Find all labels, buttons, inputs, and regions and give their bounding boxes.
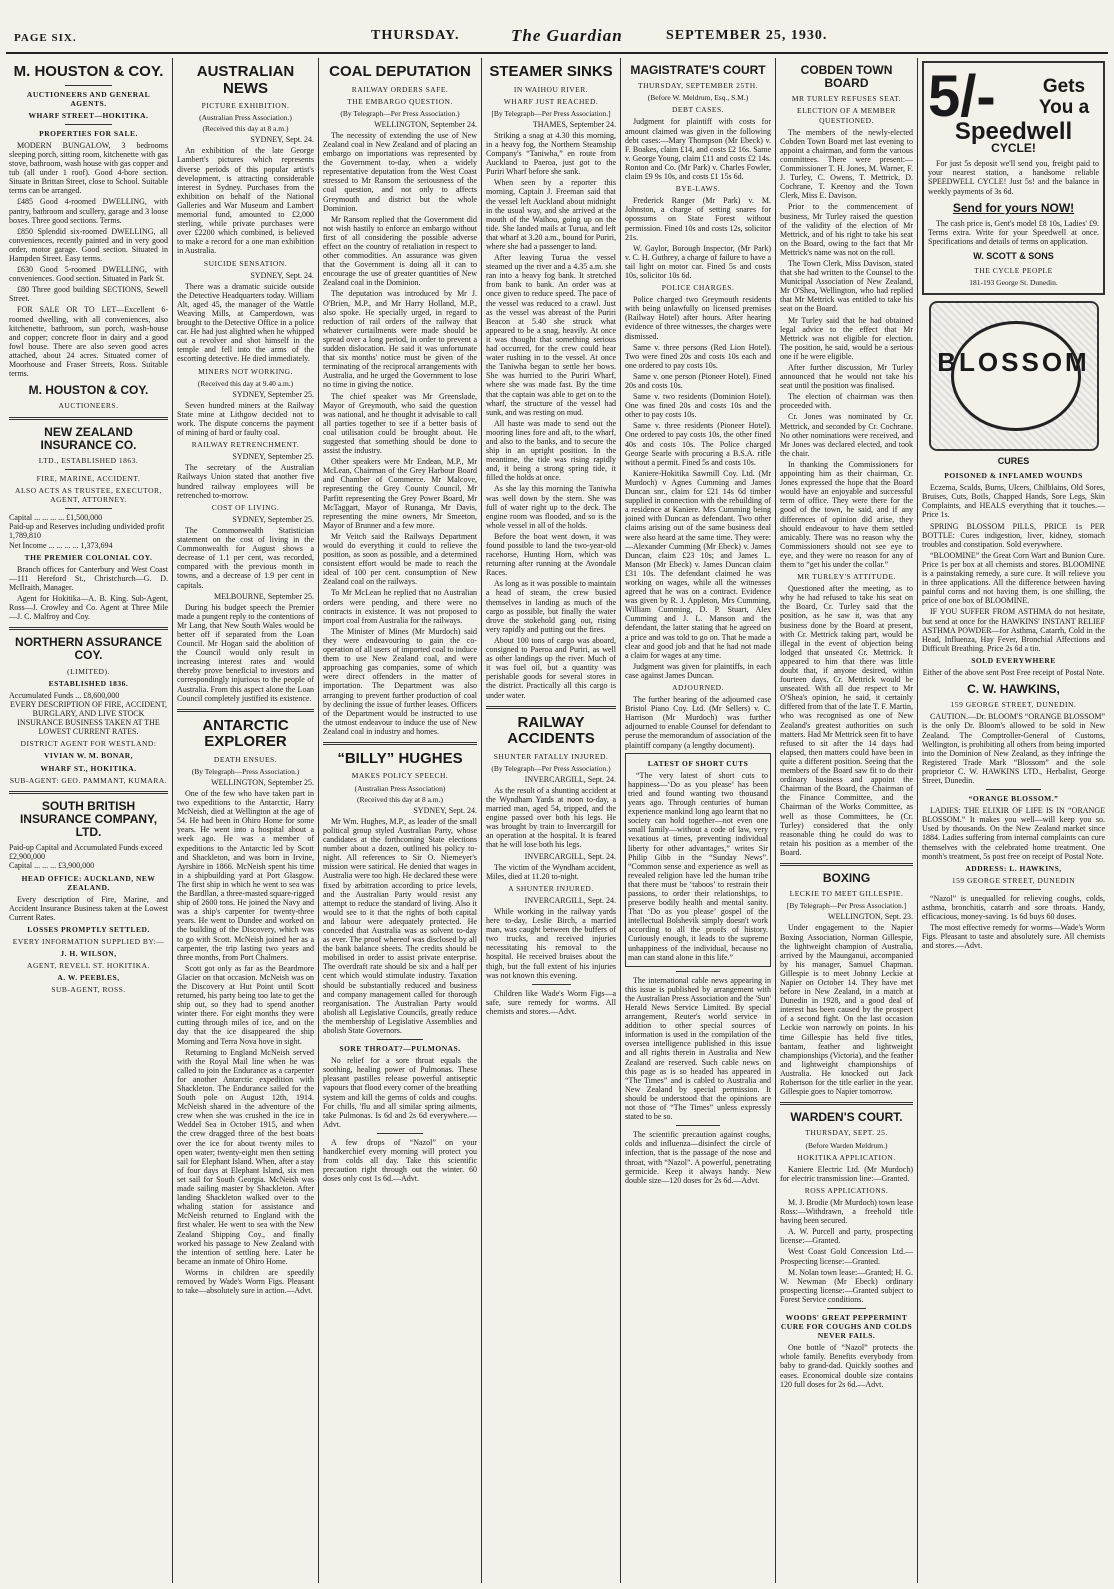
- dateline: THAMES, September 24.: [532, 119, 616, 129]
- rule: [65, 508, 113, 509]
- article-paragraph: West Coast Gold Concession Ltd.—Prospecting license:—Granted.: [780, 1247, 913, 1266]
- advert-heading: “ORANGE BLOSSOM.”: [968, 794, 1059, 804]
- dateline: WELLINGTON, Sept. 23.: [828, 912, 913, 922]
- article-paragraph: Kaniere-Hokitika Sawmill Coy. Ltd. (Mr Murdoch) v Agnes Cumming and James Duncan snr., claim for £21 14s 6d timber supplied in connection with the rebuilding of a residence at Kaniere. Mrs Cumming being joined with Duncan as defendant. Two other claims arising out of the same business deal were also heard at the same time. They were:—Alexander Cumming (Mr Ebeck) v. James Duncan, claim £23 10s; and James L. Manson (Mr Ebeck) v. James Duncan claim £31 10s. The defendant claimed he was working on wages, while all the witnesses agreed that he was on a contract. Evidence was given by R. J. Appleton, Mrs Cumming, William Cumming, D. P. Stuart, Alex Cumming and J. L. Manson and the defendant, the latter stating that he agreed on a price and was told to go on. That he made a clear and good job and that he had not made a claim for wages at any time.: [625, 468, 771, 660]
- article-headline: COBDEN TOWN BOARD: [800, 63, 893, 91]
- column-houston-ads: [6, 58, 171, 1583]
- article-subhead: THURSDAY, SEPTEMBER 25TH.: [637, 81, 759, 91]
- ad-line: DISTRICT AGENT FOR WESTLAND:: [20, 739, 157, 749]
- firm-address: 181-193 George St. Dunedin.: [969, 278, 1058, 288]
- column-adverts: [919, 58, 1108, 1583]
- send-now-text: Send for yours NOW!: [952, 200, 1075, 215]
- advert-text: LADIES: THE ELIXIR OF LIFE IS IN “ORANGE BLOSSOM.” It makes you well—will keep you so. Used by thousands. On the New Zealand market since 1884. Ladies suffering from internal complaints can cure themselves with the celebrated home treatment. One month's treatment, 5s post free on receipt of Postal Note.: [922, 806, 1105, 861]
- ad-line: HEAD OFFICE: AUCKLAND, NEW ZEALAND.: [21, 873, 156, 892]
- dateline: MELBOURNE, September 25.: [214, 591, 314, 601]
- article-credit: (Before Warden Meldrum.): [805, 1140, 888, 1150]
- article-received: (Received this day at 8 a.m.): [202, 124, 289, 134]
- dateline: INVERCARGILL, Sept. 24.: [524, 774, 616, 784]
- ad-signature: M. HOUSTON & COY.: [28, 383, 149, 398]
- article-paragraph: All haste was made to send out the mooring lines fore and aft, to the wharf, and also to the banks, and to secure the ship in an upright position. In the meantime, the tide was rising rapidly and, it being a strong spring tide, it filled the holds at once.: [486, 418, 616, 483]
- article-subhead: IN WAIHOU RIVER.: [513, 84, 589, 94]
- column-coal-deputation: [320, 58, 480, 1583]
- article-credit: (By Telegraph—Press Association.): [191, 766, 300, 776]
- advert-heading: POISONED & INFLAMED WOUNDS: [944, 471, 1083, 481]
- dateline: WELLINGTON, September 24.: [374, 119, 477, 129]
- article-paragraph: The members of the newly-elected Cobden Town Board met last evening to appoint a chairman, and form the various committees. There were present:—Commissioner T. H. Jones, M. Warner, F. J. Turley, C. Owens, T. Mettrick, D. Cochrane, T. Keenoy and the Town Clerk, Miss E. Davison.: [780, 127, 913, 201]
- article-paragraph: In thanking the Commissioners for appointing him as their chairman, Cr. Jones expressed the hope that the Board would have an enjoyable and successful term of office. They were there for the good of the town, he said, and if any differences of opinion did arise, they should endeavour to have them settled amicably. There was no reason why the Commissioners should not see eye to eye, and they were no reason for any of them to “get his under the collar.”: [780, 459, 913, 569]
- advert-text: IF YOU SUFFER FROM ASTHMA do not hesitate, but send at once for the HAWKINS' INSTANT RELIEF ASTHMA POWDER—for Asthma, Catarrh, Cold in the Head, Influenza, Hay Fever, Bronchial Affections and Difficult Breathing. Price 2s 6d a tin.: [922, 607, 1105, 653]
- article-paragraph: The secretary of the Australian Railways Union stated that another five hundred railway employees will be retrenched to-morrow.: [177, 463, 314, 500]
- blossom-trademark-seal: [929, 301, 1099, 451]
- ad-subtitle: (LIMITED).: [67, 666, 110, 676]
- rule: [377, 1133, 423, 1134]
- rule: [9, 791, 168, 794]
- article-subhead: RAILWAY RETRENCHMENT.: [191, 440, 300, 450]
- ad-line: WHARF ST., HOKITIKA.: [40, 763, 137, 773]
- article-paragraph: The victim of the Wyndham accident, Miles, died at 11.20 to-night.: [486, 862, 616, 881]
- firm-name: C. W. HAWKINS,: [967, 682, 1060, 697]
- rule: [65, 124, 113, 125]
- advert-heading: SOLD EVERYWHERE: [971, 655, 1056, 665]
- article-credit: (By Telegraph—Per Press Association.): [491, 763, 611, 773]
- ad-title: NEW ZEALAND INSURANCE CO.: [40, 424, 137, 452]
- article-paragraph: Same v. two residents (Dominion Hotel). One was fined 20s and costs 10s and the other to pay costs 10s.: [625, 392, 771, 420]
- notice-paragraph: The international cable news appearing in this issue is published by arrangement with the Australian Press Association and the 'Sun' Herald News Service Limited. By special arrangement, Reuter's world service in addition to other special sources of information is used in the compilation of the oversea intelligence published in this issue and all rights therein in Australia and New Zealand are reserved. Such cable news on this page as is so headed has appeared in “The Times” and is cabled to Australia and New Zealand by special permission. It should be understood that the opinions are not those of “The Times” unless expressly stated to be so.: [625, 975, 771, 1122]
- article-credit: (Australian Press Association.): [199, 113, 292, 123]
- ad-line: LOSSES PROMPTLY SETTLED.: [27, 925, 150, 934]
- article-paragraph: Seven hundred miners at the Railway State mine at Lithgow decided not to work. The dispute concerns the payment of mining of hard or faulty coal.: [177, 400, 314, 438]
- article-paragraph: Questioned after the meeting, as to why he had refused to take his seat on the Board, Cr. Turley said that the position, as he saw it, was that any business done by the Board at present, with Cr. Mettrick taking part, would be illegal in the event of objection being lodged that unseated Cr. Mettrick. It appeared to him that there was little doubt that, if anyone desired, within fourteen days, Cr. Mettrick would be unseated. With all due respect to Mr O'Shea's opinion, he said, it certainly differed from that of the late T. F. Martin, who was recognised as one of New Zealand's greatest authorities on such matters. Had Mr Mettrick seen fit to have refused to sit after the 14 days had elapsed, then matters could have been in quite a different position. Seeing that the members of the Board saw fit to do their ordinary business and appoint the Chairman of the Board, the Chairman of the Finance Committee, and the Chairman of the Works Committee, as well as those Committees, he (Cr. Turley) considered that the only reasonable thing he could do was to retain his position as a member of the Board.: [780, 584, 913, 857]
- advert-heading: CURES: [997, 456, 1030, 467]
- article-paragraph: M. J. Brodie (Mr Murdoch) town lease Ross:—Withdrawn, a freehold title having been secured.: [780, 1197, 913, 1226]
- article-paragraph: Prior to the commencement of business, Mr Turley raised the question of the validity of the election of Mr Mettrick, and of his right to take his seat on the Board, owing to the fact that Mr Mettrick's name was not on the roll.: [780, 202, 913, 257]
- article-paragraph: W. Gaylor, Borough Inspector, (Mr Park) v. C. H. Guthrey, a charge of failure to have a tail light on motor car. Fined 5s and costs 10s, solicitor 10s 6d.: [625, 243, 771, 280]
- ad-line: ALSO ACTS AS TRUSTEE, EXECUTOR, AGENT, ATTORNEY.: [15, 486, 162, 505]
- article-paragraph: A. W. Purcell and party, prospecting license:—Granted.: [780, 1227, 913, 1246]
- article-paragraph: While working in the railway yards here to-day, Leslie Birch, a married man, was caught between the buffers of two trucks, and received injuries necessitating his removal to the hospital. He received bruises about the thigh, but the full extent of his injuries was not known this evening.: [486, 907, 616, 980]
- seal-word: BLOSSOM: [937, 347, 1090, 378]
- advert-text: “BLOOMINE” the Great Corn Wart and Bunion Cure. Price 1s per box at all chemists and stores. BLOOMINE is a painstaking remedy, a sure cure. It will relieve you in three applications. All the difference between having painful corns and not having them, is one shilling, the price of one box of BLOOMINE.: [922, 550, 1105, 606]
- article-paragraph: Mr Wm. Hughes, M.P., as leader of the small political group styled Australian Party, whose candidates at the forthcoming State elections number about a dozen, outlined his policy to-night. All references to Sir O. Niemeyer's mission were satirical. He denied that wages in Australia were too high. He declared these were fixed by arbitration according to price levels, and the Australian Party would resist any attempt to reduce the standard of living. Also it would see to it that the rights of both capital and labour were adequately protected. He conceded that Australia was as solvent to-day as ever. The proof whereof was disclosed by all the bank balance sheets. The credits should be mobilised in order to assist private enterprise. The overdraft rate should be six and a half per cent which would stimulate industry. Taxation should be substantially reduced and business and company management called for thorough reorganisation. The Australian Party would abolish all Legislative Councils, greatly reduce the membership of Legislative Assemblies and abolish State Governors.: [323, 816, 477, 1035]
- ad-line: AGENT, REVELL ST. HOKITIKA.: [27, 961, 150, 971]
- property-listing: £80 Three good building SECTIONS, Sewell Street.: [9, 285, 168, 304]
- article-credit: (By Telegraph—Per Press Association.): [340, 108, 460, 118]
- article-paragraph: Striking a snag at 4.30 this morning, in a heavy fog, the Northern Steamship Company's “Taniwha,” en route from Auckland to Paeroa, just got to the Puriri Wharf before she sank.: [486, 130, 616, 177]
- article-paragraph: After leaving Turua the vessel steamed up the river and a 4.35 a.m. she ran into a heavy fog bank. It stretched from bank to bank. An order was at once given to reduce speed. The pace of the vessel was reduced to a crawl. Just as the vessel was abreast of the Puriri Beacon at 5.40 she struck what appeared to be a snag, heavily. At once it was thought that something serious had occurred, for the crew could hear water rushing in to the vessel. At once the Taniwha began to settle her bows. She was hurried to the Puriri Wharf, where she was made fast. By the time that the captain was able to get on to the wharf, the structure of the vessel had sunk, and was resting on mud.: [486, 253, 616, 417]
- article-paragraph: Same v. three persons (Red Lion Hotel). Two were fined 20s and costs 10s each and one ordered to pay costs 10s.: [625, 342, 771, 370]
- article-subhead: SUICIDE SENSATION.: [203, 258, 288, 268]
- dateline: SYDNEY, Sept. 24.: [250, 135, 314, 145]
- article-subhead: ELECTION OF A MEMBER QUESTIONED.: [797, 106, 896, 125]
- ad-address: WHARF STREET—HOKITIKA.: [28, 110, 149, 120]
- article-headline: WARDEN'S COURT.: [790, 1110, 903, 1125]
- property-listing: MODERN BUNGALOW, 3 bedrooms sleeping porch, sitting room, kitchenette with gas stove, bathroom, wash house with gas copper and tub (all under 1 roof). Good 4-bore section. Situate in Brittan Street, close to School. Suitable terms can be arranged.: [9, 140, 168, 196]
- rule: [676, 1125, 720, 1126]
- article-paragraph: Under engagement to the Napier Boxing Association, Norman Gillespie, the lightweight champion of Australia, arrived by the Maunganui, accompanied by his manager, Samuel Chapman. Gillespie is to meet Johnny Leckie at Napier on October 14. They have met before in New Zealand, in a match at Dunedin in 1928, and a good deal of interest has been caused by the prospect of a second fight. On the last occasion Leckie won narrowly on points. In his time Gillespie has held five titles, bantam, feather and lightweight championships (Victoria), and the feather and lightweight championships of Australia. He knocked out Jack Robertson for the title earlier in the year. Gillespie goes to Napier tomorrow.: [780, 923, 913, 1097]
- ad-line: VIVIAN W. M. BONAR,: [43, 751, 134, 761]
- advert-text: Worms in children are speedily removed by Wade's Worm Figs. Pleasant to take—absolutely sure in action.—Advt.: [177, 1267, 314, 1296]
- advert-text: “Nazol” is unequalled for relieving coughs, colds, asthma, bronchitis, catarrh and sore throats. Handy, efficacious, money-saving. 1s 6d buys 60 doses.: [922, 893, 1105, 922]
- article-paragraph: About 100 tons of cargo was aboard, consigned to Paeroa and Puriri, as well as other landings up the river. Much of it was fuel oil, but a quantity was perishable goods for several stores in the district. Practically all this cargo is under water.: [486, 635, 616, 700]
- article-paragraph: During his budget speech the Premier made a pungent reply to the contentions of Mr Lang, that New South Wales would be better off if separated from the Loan Council. Mr Hogan said the abolition of the Council would only result in increasing interest rates and would thereby prove beneficial to investors and correspondingly injurious to the people of Australia. From this aspect alone the Loan Council completely justified its existence.: [177, 602, 314, 703]
- ad-line: Paid-up and Reserves including undivided profit 1,789,810: [9, 522, 165, 541]
- ad-body: Branch offices for Canterbury and West Coast—111 Hereford St., Christchurch—G. D. McIlraith, Manager.: [9, 564, 168, 592]
- advert-text: The cash price is, Gent's model £8 10s, Ladies' £9. Terms extra. Write for your Speedwell at once. Specifications and details of terms on application.: [928, 218, 1099, 247]
- article-credit: [By Telegraph—Per Press Association.]: [491, 108, 611, 118]
- article-credit: (Before W. Meldrum, Esq., S.M.): [647, 93, 749, 103]
- ad-line: FIRE, MARINE, ACCIDENT.: [36, 473, 141, 483]
- article-paragraph: Returning to England McNeish served with the Royal Mail line when he was called to join the Endurance as a carpenter for another Antarctic expedition with Shackleton. The Endurance sailed for the South pole on August 12th, 1914. McNeish shared in the adventure of the crew when she was crushed in the ice in Weddel Sea in October 1915, and when the crew dragged three of the best boats over the ice for about twenty miles to open water; twenty-eight men then setting sail for Elephant Island. When, after a stay of four days at Elephant Island, six men set sail for South Georgia. McNeish was made sailing master by Shackleton. After landing Shackleton walked over to the whaling station for assistance and McNeish returned to England with the first whaler. He went to sea with the New Zealand Shipping Coy., and finally worked his passage to New Zealand with the intention of settling here. Later he became an inmate of Ohiro Home.: [177, 1047, 314, 1266]
- article-subhead: THURSDAY, SEPT. 25.: [805, 1128, 888, 1138]
- rule: [827, 1308, 867, 1309]
- firm-name: W. SCOTT & SONS: [973, 251, 1054, 262]
- article-paragraph: “The very latest of short cuts to happiness—‘Do as you please’ has been tried and found wanting two thousand years ago. Through centuries of human experience mankind long ago learnt that no society can hold together—not even one small family—without a code of law, very vexatious at times, preventing individual liberty for other advantages,” writes Sir Philip Gibb in the “Sunday News”. “Common sense and experience as well as revealed religion have led the human tribe that there must be ‘taboos’ to restrain their passions, to order their relationships, to preserve bodily health and mental sanity. That ‘Do as you please’ gospel of the intellectual Bolshevik simply doesn't work according to all the proofs of history. Curiously enough, it leads to the supreme unhappiness of the individual, because no man can stand alone in this life.”: [628, 770, 768, 962]
- article-paragraph: Frederick Ranger (Mr Park) v. M. Johnston, a charge of setting snares for opossums on State Forest without permission. Fined 10s and costs 12s, solicitor 21s.: [625, 196, 771, 242]
- article-paragraph: Cr. Jones was nominated by Cr. Mettrick, and seconded by Cr. Cochrane. No other nominations were received, and Mr Jones was declared elected, and took the chair.: [780, 412, 913, 458]
- article-subhead: A SHUNTER INJURED.: [508, 883, 594, 893]
- ad-subtitle: LTD., ESTABLISHED 1863.: [38, 455, 139, 465]
- firm-address: 159 GEORGE STREET, DUNEDIN.: [950, 700, 1077, 710]
- article-paragraph: The necessity of extending the use of New Zealand coal in New Zealand and of placing an embargo on importations was represented by the Government to-day, when a widely representative deputation from the West Coast stressed to Mr Ransom the seriousness of the coal question, and not only to affects Greymouth and district but the whole Dominion.: [323, 130, 477, 213]
- article-subhead: RAILWAY ORDERS SAFE.: [351, 84, 449, 94]
- column-steamer-sinks: [483, 58, 619, 1583]
- article-headline: COAL DEPUTATION: [329, 63, 471, 80]
- advert-text: The scientific precaution against coughs, colds and influenza—disinfect the circle of infection, that is the passage of the nose and throat, with “Nazol”. A powerful, penetrating germicide. Keep it always handy. New double size—120 doses for 2s 6d.—Advt.: [625, 1130, 771, 1185]
- ad-subtitle: AUCTIONEERS AND GENERAL AGENTS.: [26, 89, 151, 108]
- property-listing: £850 Splendid six-roomed DWELLING, all conveniences, recently painted and in very good order, motor garage. Good section. Situated in Hampden Street. Easy terms.: [9, 226, 168, 263]
- article-received: (Received this day at 8 a.m.): [356, 794, 443, 804]
- ad-line: J. H. WILSON,: [60, 949, 117, 959]
- article-credit: [By Telegraph—Per Press Association.]: [786, 901, 907, 911]
- article-paragraph: Same v. one person (Pioneer Hotel). Fined 20s and costs 10s.: [625, 371, 771, 390]
- article-headline: BOXING: [822, 870, 871, 885]
- advert-text: Eczema, Scalds, Burns, Ulcers, Chilblains, Old Sores, Bruises, Cuts, Boils, Chapped Hands, Sore Legs, Skin Complaints, and HEALS everything that it touches.—Price 1s.: [922, 483, 1105, 520]
- article-paragraph: After further discussion, Mr Turley announced that he would not take his seat until the position was finalised.: [780, 363, 913, 391]
- article-paragraph: The Minister of Mines (Mr Murdoch) said they were endeavouring to gain the co-operation of all users of imported coal to induce them to use New Zealand coal, and were approaching gas companies, some of which were direct offenders in the matter of importation. The Department was also arranging to prevent further production of coal by declining the issue of further leases. Officers of the Department would be instructed to use the utmost endeavour to induce the use of New Zealand coal in industry and homes.: [323, 626, 477, 736]
- ad-line: Accumulated Funds ... £8,600,000: [9, 690, 120, 700]
- article-subhead: MAKES POLICY SPEECH.: [351, 771, 449, 781]
- property-listing: £485 Good 4-roomed DWELLING, with pantry, bathroom and scullery, garage and 3 loose boxes. Three good sections. Terms.: [9, 197, 168, 225]
- dateline: INVERCARGILL, Sept. 24.: [524, 895, 616, 905]
- dateline: WELLINGTON, September 25.: [211, 777, 314, 787]
- masthead: The Guardian: [511, 26, 623, 45]
- column-divider: [318, 58, 319, 1583]
- rule: [9, 627, 168, 630]
- dateline: SYDNEY, Sept. 24.: [413, 805, 477, 815]
- article-paragraph: Kaniere Electric Ltd. (Mr Murdoch) for electric transmission line:—Granted.: [780, 1164, 913, 1183]
- article-subhead: LECKIE TO MEET GILLESPIE.: [789, 889, 904, 899]
- ad-body: Agent for Hokitika—A. B. King. Sub-Agent, Ross—J. Crowley and Co. Agent at Three Mile—J. C. Malfroy and Coy.: [9, 594, 168, 622]
- article-subhead: THE EMBARGO QUESTION.: [347, 96, 453, 106]
- article-subhead: BYE-LAWS.: [675, 184, 721, 194]
- article-subhead: MINERS NOT WORKING.: [198, 366, 293, 376]
- price-headline: 5/-: [928, 64, 996, 129]
- article-subhead: MR TURLEY'S ATTITUDE.: [797, 572, 896, 582]
- article-paragraph: The election of chairman was then proceeded with.: [780, 392, 913, 411]
- ad-title: NORTHERN ASSURANCE COY.: [15, 635, 162, 663]
- article-paragraph: When seen by a reporter this morning, Captain J. Freeman said that the vessel left Auckland about midnight in the usual way, and she arrived at the mouth of the Waihou, going up on the tide. She landed mails at Turua, and left that wharf at 3.20 a.m., bound for Puriri, where she had a passenger to land.: [486, 178, 616, 251]
- article-paragraph: As she lay this morning the Taniwha was well down by the stern. She was full of water right up to the deck. The engine room was flooded, and so is the whole vessel in all of the holds.: [486, 484, 616, 530]
- article-paragraph: Mr Veitch said the Railways Department would do everything it could to relieve the position, as soon as possible, and a determined consistent effort would be made to reach the ideal of 100 per cent. consumption of New Zealand coal on the railways.: [323, 531, 477, 587]
- ad-line: A. W. PEEBLES,: [57, 973, 120, 983]
- article-paragraph: The chief speaker was Mr Greenslade, Mayor of Greymouth, who said the question was national, and he thought it advisable to call all parties together to see if a better basis of coal utilisation could be brought about. He suggested that something should be done to assist the industry.: [323, 391, 477, 456]
- ad-title: SOUTH BRITISH INSURANCE COMPANY, LTD.: [19, 798, 158, 840]
- firm-name: ADDRESS: L. HAWKINS,: [965, 863, 1062, 873]
- ad-body: Every description of Fire, Marine, and Accident Insurance Business taken at the Lowest Current Rates.: [9, 894, 168, 922]
- ad-body: EVERY DESCRIPTION OF FIRE, ACCIDENT, BURGLARY, AND LIVE STOCK INSURANCE BUSINESS TAKEN AT THE LOWEST CURRENT RATES.: [10, 699, 167, 737]
- brand-product: CYCLE!: [991, 141, 1036, 156]
- column-divider: [172, 58, 173, 1583]
- article-subhead: DEBT CASES.: [671, 105, 725, 115]
- rule: [323, 742, 477, 745]
- advert-heading: WOODS' GREAT PEPPERMINT CURE FOR COUGHS AND COLDS NEVER FAILS.: [780, 1313, 913, 1341]
- column-divider: [917, 58, 918, 1583]
- advert-text: One bottle of “Nazol” protects the whole family. Benefits everybody from baby to grand-dad. Quickly soothes and eases. Economical double size contains 120 full doses for 2s 6d.—Advt.: [780, 1343, 913, 1389]
- article-subhead: LATEST OF SHORT CUTS: [647, 758, 749, 768]
- article-headline: STEAMER SINKS: [489, 63, 613, 80]
- gets-you-text: Gets You a: [1038, 76, 1090, 118]
- article-paragraph: The deputation was introduced by Mr J. O'Brien, M.P., and Mr Harry Holland, M.P., also spoke. He specially urged, in regard to reduction of rail orders of the railway that whatever curtailments were made should be spread over a long period, in order to prevent a sudden dislocation. He said it was unfortunate that six months' notice must be given of the terminating of the reciprocal arrangements with Australia, and he urged the Government to lose no time in giving the notice.: [323, 289, 477, 390]
- article-headline: ANTARCTIC EXPLORER: [202, 716, 289, 751]
- ad-signature-sub: AUCTIONEERS.: [58, 401, 119, 411]
- rule: [377, 1039, 423, 1040]
- advert-text: A few drops of “Nazol” on your handkerchief every morning will protect you from colds all day. Take this scientific precaution right through out the winter. 60 doses only cost 1s 6d.—Advt.: [323, 1137, 477, 1184]
- advert-text: Children like Wade's Worm Figs—a safe, sure remedy for worms. All chemists and stores.—Advt.: [486, 988, 616, 1016]
- article-paragraph: One of the few who have taken part in two expeditions to the Antarctic, Harry McNeish, died at Wellington at the age of 54. He had been in Ohiro Home for some years. He went into a hospital about a week ago. He was a member of expeditions to the Antarctic led by Scott and Shackleton, and was born in Irvine, Ayrshire in 1866. McNeish spent his time in a shipbuilding yard at Port Glasgow. The first ship in which he went to sea was the Bardllan, a three-masted square-rigged ship of 2600 tons. He joined the Navy and was a ship's carpenter for twenty-three years. He went to Dundee and worked on the building of the Discovery, which was to go with Scott. McNeish joined her as a carpenter, the trip lasting two years and three months, from Port Chalmers.: [177, 789, 314, 962]
- newspaper-page: [6, 0, 1108, 1589]
- advert-text: The most effective remedy for worms—Wade's Worm Figs. Pleasant to taste and absolutely sure. All chemists and stores.—Advt.: [922, 923, 1105, 951]
- advert-heading: SORE THROAT?—PULMONAS.: [339, 1044, 461, 1054]
- rule: [986, 889, 1041, 890]
- rule: [780, 863, 913, 866]
- ad-line: Net Income ... ... ... ... 1,373,694: [9, 540, 113, 550]
- page-header: [6, 24, 1108, 52]
- article-received: (Received this day at 9.40 a.m.): [197, 378, 294, 388]
- rule: [676, 971, 720, 972]
- article-subhead: SHUNTER FATALLY INJURED.: [493, 751, 609, 761]
- advert-text: SPRING BLOSSOM PILLS, PRICE 1s PER BOTTLE: Cures indigestion, liver, kidney, stomach troubles and constipation. Sold everywhere.: [922, 521, 1105, 549]
- article-paragraph: Judgment was given for plaintiffs, in each case against James Duncan.: [625, 661, 771, 680]
- article-headline: “BILLY” HUGHES: [337, 749, 463, 767]
- column-australian-news: [174, 58, 317, 1583]
- article-paragraph: The Town Clerk, Miss Davison, stated that she had written to the Counsel to the Municipal Association of New Zealand, Mr O'Shea, Wellington, who had replied that Mr Mettrick was entitled to take his seat on the Board.: [780, 258, 913, 314]
- article-headline: MAGISTRATE'S COURT: [630, 63, 766, 77]
- ad-line: THE PREMIER COLONIAL COY.: [24, 552, 153, 562]
- advert-text: For just 5s deposit we'll send you, freight paid to your nearest station, a handsome reliable SPEEDWELL CYCLE! Just 5s! and the balance in weekly payments of 3s 6d.: [928, 159, 1099, 196]
- article-subhead: ADJOURNED.: [672, 683, 724, 692]
- header-date: SEPTEMBER 25, 1930.: [666, 28, 828, 43]
- article-subhead: ROSS APPLICATIONS.: [804, 1185, 889, 1195]
- property-listing: £630 Good 5-roomed DWELLING, with conveniences. Good section. Situated in Park St.: [9, 265, 168, 284]
- dateline: SYDNEY, September 25.: [232, 389, 314, 399]
- brand-name: Speedwell: [954, 118, 1073, 145]
- rule: [486, 706, 616, 709]
- article-paragraph: Judgment for plaintiff with costs for amount claimed was given in the following debt cases:—Mary Thompson (Mr Ebeck) v. F. Boakes, claim £14, and costs £2 16s. Same v. George Young, claim £11 and costs £2 14s. Ronton and Co. (Mr Park) v. Charles Fowler, claim £9 9s 10s, and costs £1 15s 6d.: [625, 117, 771, 182]
- article-paragraph: The further hearing of the adjourned case Bristol Piano Coy. Ltd. (Mr Sellers) v. C. Harrison (Mr Murdoch) was further adjourned to enable Counsel for defendant to peruse the memorandum of association of the plaintiff company (a lengthy document).: [625, 695, 771, 750]
- ad-line: EVERY INFORMATION SUPPLIED BY:—: [12, 937, 165, 947]
- properties-heading: PROPERTIES FOR SALE.: [39, 128, 138, 138]
- rule: [65, 469, 113, 470]
- rule: [780, 1102, 913, 1105]
- column-divider: [620, 58, 621, 1583]
- column-divider: [775, 58, 776, 1583]
- article-paragraph: Police charged two Greymouth residents with being unlawfully on licensed premises (Railway Hotel) after hours. After hearing evidence of three witnesses, the charges were dismissed.: [625, 295, 771, 341]
- advert-text: No relief for a sore throat equals the soothing, healing power of Pulmonas. These pleasant pastilles release powerful antiseptic vapours that flood every corner of the breathing system and kill the germs of colds and coughs. For chills, 'flu and all similar spring ailments, take Pulmonas. Is 6d and 2s 6d everywhere.—Advt.: [323, 1056, 477, 1129]
- article-subhead: WHARF JUST REACHED.: [503, 96, 599, 106]
- ad-subtitle: ESTABLISHED 1836.: [48, 678, 129, 688]
- firm-address: 159 GEORGE STREET, DUNEDIN: [951, 875, 1076, 885]
- article-paragraph: M. Nolan town lease:—Granted; H. G. W. Newman (Mr Ebeck) ordinary prospecting license:—Granted subject to Forest Service conditions.: [780, 1267, 913, 1304]
- dateline: SYDNEY, Sept. 24.: [250, 270, 314, 280]
- article-paragraph: An exhibition of the late George Lambert's pictures which represents diverse periods of this popular artist's development, is attracting considerable interest in Sydney. Purchases from the exhibition on behalf of the National Galleries and War Museum and Lambert memorial fund, amounted to £2,000 sterling, while private purchases were over £2200 which combined, is believed to make a record for a one man exhibition in Australia.: [177, 146, 314, 256]
- rule: [177, 709, 314, 712]
- article-subhead: HOKITIKA APPLICATION.: [797, 1152, 896, 1162]
- header-rule: [6, 52, 1108, 54]
- ad-line: SUB-AGENT, ROSS.: [51, 985, 126, 995]
- rule: [9, 417, 168, 420]
- article-paragraph: As long as it was possible to maintain a head of steam, the crew busied themselves in landing as much of the cargo as possible, but finally the water drove the stokehold gang out, rising very rapidly and putting out the fires.: [486, 579, 616, 634]
- advert-text: CAUTION.—Dr. BLOOM'S “ORANGE BLOSSOM” is the only Dr. Bloom's allowed to be sold in New Zealand. The Comptroller-General of Customs, Wellington, is prohibiting all others from being imported into the Dominion of New Zealand, as they infringe the Registered Trade Mark “Blossom” and the sole proprietor C. W. HAWKINS LTD., Herbalist, George Street, Dunedin.: [922, 712, 1105, 785]
- ad-line: Capital ... ... ... ... £1,500,000: [9, 513, 103, 523]
- ad-title: M. HOUSTON & COY.: [13, 63, 164, 80]
- column-cobden-town-board: [777, 58, 916, 1583]
- article-paragraph: The Commonwealth Statistician statement on the cost of living in the Commonwealth for August shows a decrease of 1.1 per cent, was recorded, compared with the previous month in towns, and a decrease of 1.9 per cent in capitals.: [177, 525, 314, 590]
- article-subhead: DEATH ENSUES.: [213, 754, 278, 764]
- advert-text: Either of the above sent Post Free receipt of Postal Note.: [922, 667, 1105, 677]
- column-magistrates-court: [622, 58, 774, 1583]
- dateline: SYDNEY, September 25.: [232, 514, 314, 524]
- article-paragraph: Mr Ransom replied that the Government did not wish hastily to enforce an embargo without first of all considering the possible adverse effect on the country of retaliation in respect to other commodities. An assurance was given that the Government is doing all it can to encourage the use of greater quantities of New Zealand coal in the Dominion.: [323, 214, 477, 288]
- header-day: THURSDAY.: [371, 28, 460, 43]
- property-listing: FOR SALE OR TO LET—Excellent 6-roomed dwelling, with all conveniences, also kitchenette, bathroom, sun porch, wash-house and copper; concrete floor in dairy and a good fowl house. There are also seven good acres attached, about 24 acres. Situated corner of Moorhouse and Fraser Streets, Ross. Suitable terms.: [9, 305, 168, 379]
- dateline: INVERCARGILL, Sept. 24.: [524, 851, 616, 861]
- ad-line: Paid-up Capital and Accumulated Funds exceed £2,900,000: [9, 843, 163, 862]
- article-headline: AUSTRALIAN NEWS: [196, 63, 295, 97]
- article-subhead: COST OF LIVING.: [211, 502, 280, 512]
- article-paragraph: There was a dramatic suicide outside the Detective Headquarters today. William Alt, aged 45, the manager of the Wattle Weaving Mills, at Camperdown, was brought to the Detective Office in a police car. He had just alighted when he whipped out a revolver and shot himself in the temple and fell into the arms of the escorting detective. He died immediately.: [177, 281, 314, 364]
- firm-tagline: THE CYCLE PEOPLE: [974, 266, 1053, 276]
- article-paragraph: Mr Turley said that he had obtained legal advice to the effect that Mr Mettrick was not eligible for election. The position, he said, would be a serious one if he were eligible.: [780, 315, 913, 361]
- column-divider: [481, 58, 482, 1583]
- rule: [986, 789, 1041, 790]
- article-headline: RAILWAY ACCIDENTS: [507, 713, 595, 748]
- boxed-article: [625, 753, 771, 967]
- article-subhead: PICTURE EXHIBITION.: [201, 101, 290, 110]
- article-paragraph: To Mr McLean he replied that no Australian orders were pending, and there were no contracts in existence. It was not proposed to import coal from Australia for the railways.: [323, 588, 477, 625]
- speedwell-advert: [922, 61, 1105, 295]
- article-paragraph: Before the boat went down, it was found possible to land the two-year-old racehorse, Hunting Horn, which was returning after running at the Avondale Races.: [486, 531, 616, 578]
- article-paragraph: Scott got only as far as the Beardmore Glacier on that occasion. McNeish was on the Discovery at Hut Point until Scott returned, his party being too late to get the ship out, so they had to spend another winter there. For eight months they were cutting through miles of ice, and on the day that the ice disappeared the ship Morning and Terra Nova hove in sight.: [177, 963, 314, 1046]
- article-subhead: MR TURLEY REFUSES SEAT.: [791, 94, 902, 104]
- rule: [532, 984, 571, 985]
- article-paragraph: Other speakers were Mr Endean, M.P., Mr McLean, Chairman of the Grey Harbour Board and Chamber of Commerce. Mr Malcove, representing the Grey County Council, Mr Parfitt representing the Grey Power Board, Mr McTaggart, Mayor of Runanga, Mr Davis, representing the mine owners, Mr Smeeton, Mayor of Brunner and a few more.: [323, 457, 477, 530]
- article-paragraph: Same v. three residents (Pioneer Hotel). One ordered to pay costs 10s, the other fined 40s and costs 10s. The Police charged George Searle with procuring a B.S.A. rifle without a permit. Fined 5s and costs 10s.: [625, 421, 771, 467]
- article-credit: (Australian Press Association): [354, 783, 446, 793]
- rule: [65, 85, 113, 86]
- ad-line: SUB-AGENT: GEO. PAMMANT, KUMARA.: [9, 775, 168, 785]
- ad-line: Capital ... ... ... £3,900,000: [9, 861, 95, 871]
- dateline: SYDNEY, September 25.: [232, 452, 314, 462]
- page-number: PAGE SIX.: [14, 32, 77, 44]
- article-paragraph: As the result of a shunting accident at the Wyndham Yards at noon to-day, a married man, aged 54, tripped, and the engine passed over both his legs. He was brought by train to Invercargill for an operation at the hospital. It is feared that he will lose both his legs.: [486, 785, 616, 850]
- article-subhead: POLICE CHARGES.: [661, 283, 735, 293]
